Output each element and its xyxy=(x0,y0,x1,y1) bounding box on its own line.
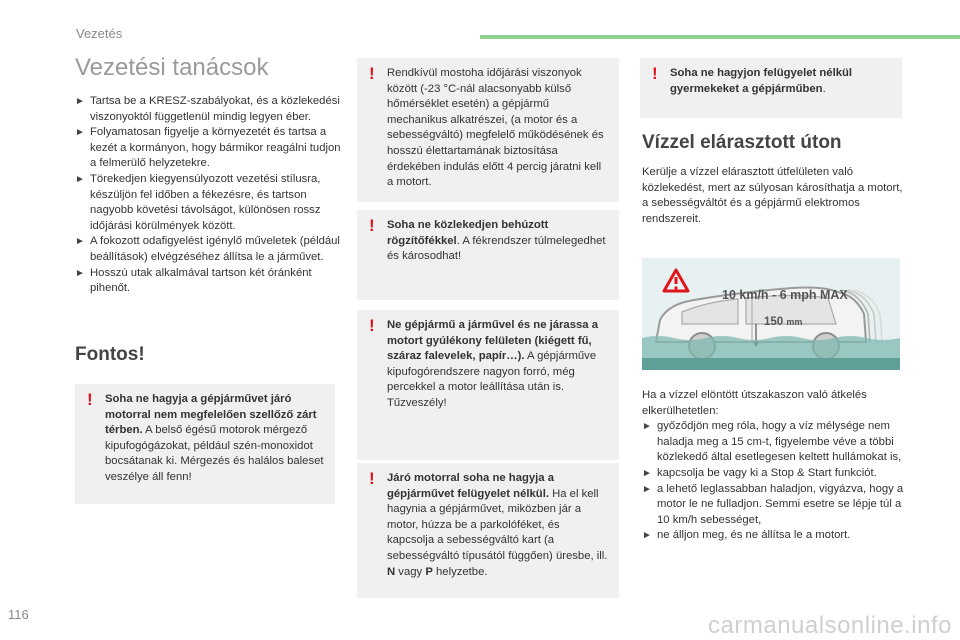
exclamation-warning-icon: ! xyxy=(369,469,375,488)
arrow-bullet-icon: ► xyxy=(75,267,85,279)
exclamation-warning-icon: ! xyxy=(369,64,375,83)
flooded-road-intro: Kerülje a vízzel elárasztott útfelületen való közlekedést, mert az súlyosan károsíthatja a motort, a sebességváltót és a gépjármű elektromos rendszereit. xyxy=(642,166,903,225)
exclamation-warning-icon: ! xyxy=(652,64,658,83)
flooded-car-figure xyxy=(642,258,900,370)
list-item: ► Folyamatosan figyelje a környezetét és tartsa a kezét a kormányon, hogy bármikor reagálni tudjon a felmerülő helyzetekre. xyxy=(75,126,341,170)
section-label: Vezetés xyxy=(76,26,123,41)
arrow-bullet-icon: ► xyxy=(642,530,652,542)
arrow-bullet-icon: ► xyxy=(75,236,85,248)
list-item: ► A fokozott odafigyelést igénylő műveletek (például beállítások) elvégzéséhez állítsa le a járművet. xyxy=(75,235,340,263)
arrow-bullet-icon: ► xyxy=(642,421,652,433)
list-item: ► Tartsa be a KRESZ-szabályokat, és a közlekedési viszonyoktól függetlenül mindig legyen éber. xyxy=(75,95,340,123)
list-item: ► ne álljon meg, és ne állítsa le a motort. xyxy=(642,528,908,544)
warning-box-flammable: ! Ne gépjármű a járművel és ne járassa a motort gyúlékony felületen (kiégett fű, száraz falevelek, papír…). A gépjárműve kipufogórendszere nagyon forró, még percekkel a motor leállítása után is. Tűzveszély! xyxy=(357,310,619,460)
exclamation-warning-icon: ! xyxy=(369,316,375,335)
list-item: ► Hosszú utak alkalmával tartson két óránként pihenőt. xyxy=(75,266,312,295)
list-item: ► a lehető leglassabban haladjon, vigyázva, hogy a motor le ne fulladjon. Semmi esetre se lépje túl a 10 km/h sebességet, xyxy=(642,482,904,526)
arrow-bullet-icon: ► xyxy=(642,483,652,495)
warning-box-cold-weather: ! Rendkívül mostoha időjárási viszonyok között (-23 °C-nál alacsonyabb külső hőmérséklet esetén) a gépjármű mechanikus alkatrészei, (a motor és a sebességváltó) megfelelő működésének és hosszú élettartamának biztosítása érdekében indulás előtt 4 percig járatni kell a motort. xyxy=(357,58,619,202)
arrow-bullet-icon: ► xyxy=(75,96,85,107)
list-item: ► Törekedjen kiegyensúlyozott vezetési stílusra, készüljön fel időben a fékezésre, és tartson nagyobb követési távolságot, különösen rossz időjárási körülmények között. xyxy=(75,172,321,232)
warning-box-parking-brake: ! Soha ne közlekedjen behúzott rögzítőfékkel. A fékrendszer túlmelegedhet és károsodhat! xyxy=(357,210,619,300)
arrow-bullet-icon: ► xyxy=(75,173,85,185)
arrow-bullet-icon: ► xyxy=(75,127,85,139)
flooded-road-list xyxy=(642,419,908,544)
flooded-car-icon xyxy=(642,258,900,370)
driving-tips-column xyxy=(75,94,341,297)
section-title-flooded-road: Vízzel elárasztott úton xyxy=(642,132,842,153)
flooded-road-condition: Ha a vízzel elöntött útszakaszon való átkelés elkerülhetetlen: xyxy=(642,389,867,417)
watermark: carmanualsonline.info xyxy=(708,612,952,639)
warning-box-unattended: ! Járó motorral soha ne hagyja a gépjárművet felügyelet nélkül. Ha el kell hagynia a gépjárművet, miközben jár a motor, húzza be a parkolóféket, és kapcsolja a sebességváltó kart (a sebességváltó típusától függően) üresbe, ill. N vagy P helyzetbe. xyxy=(357,463,619,598)
list-item: ► győződjön meg róla, hogy a víz mélysége nem haladja meg a 15 cm-t, figyelembe véve a többi közlekedő által esetlegesen keltett hullámokat is, xyxy=(642,420,902,464)
water-depth-label: 150 mm xyxy=(764,316,803,328)
exclamation-warning-icon: ! xyxy=(87,390,93,409)
warning-box-children: ! Soha ne hagyjon felügyelet nélkül gyermekeket a gépjárműben. xyxy=(640,58,902,118)
flooded-road-instructions xyxy=(642,388,908,544)
speed-limit-label: 10 km/h - 6 mph MAX xyxy=(722,288,848,302)
warning-box-exhaust: ! Soha ne hagyja a gépjárművet járó motorral nem megfelelően szellőző zárt térben. A belső égésű motorok mérgező kipufogógázokat, például szén-monoxidot bocsátanak ki. Mérgezés és halálos baleset veszélye áll fenn! xyxy=(75,384,335,504)
page-number: 116 xyxy=(8,607,29,622)
driving-tips-list xyxy=(75,94,341,297)
page-title: Vezetési tanácsok xyxy=(75,54,269,81)
header-divider xyxy=(480,35,960,39)
list-item: ► kapcsolja be vagy ki a Stop & Start funkciót. xyxy=(642,466,908,482)
exclamation-warning-icon: ! xyxy=(369,216,375,235)
arrow-bullet-icon: ► xyxy=(642,467,652,479)
important-heading: Fontos! xyxy=(75,344,145,365)
